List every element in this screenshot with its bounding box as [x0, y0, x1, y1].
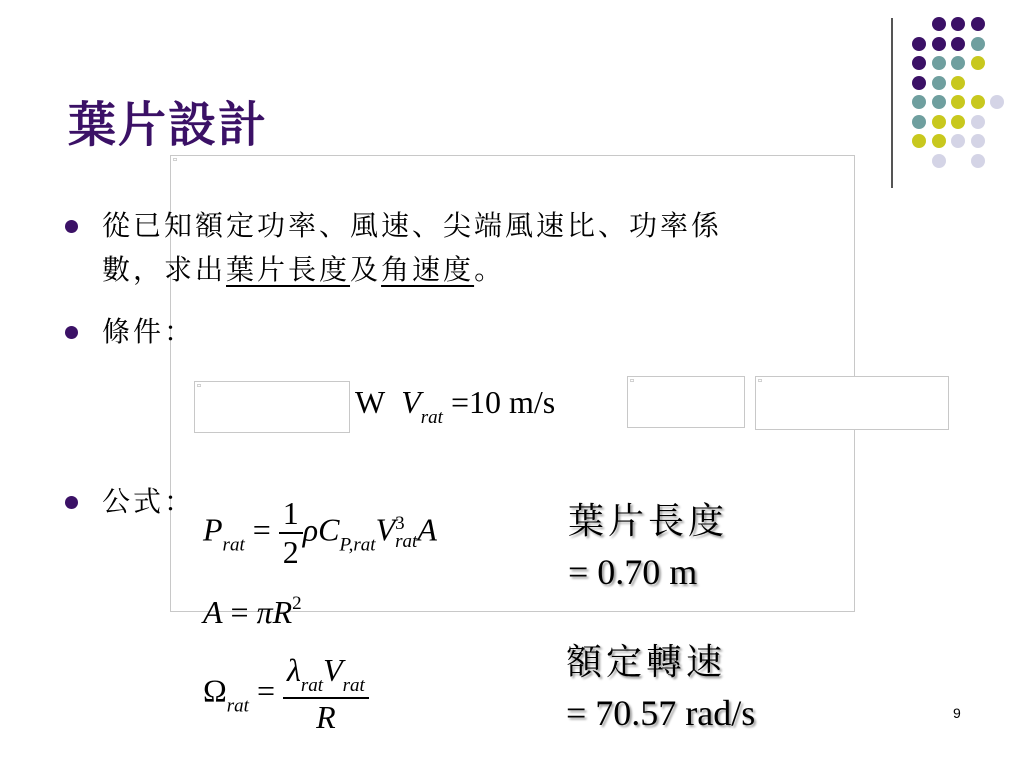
- formula-symbol: A: [417, 511, 437, 548]
- decorative-dot: [990, 95, 1004, 109]
- decorative-dot: [971, 115, 985, 129]
- decorative-dot: [932, 37, 946, 51]
- decorative-dot: [932, 56, 946, 70]
- formula-superscript: 2: [292, 593, 302, 614]
- broken-image-power: [194, 381, 350, 433]
- formula-equals: =: [252, 511, 271, 548]
- formula-equals: =: [230, 594, 249, 630]
- broken-image-icon: ▫: [758, 377, 763, 384]
- power-formula: [203, 495, 437, 571]
- formula-subscript: P,rat: [339, 534, 376, 556]
- v-symbol: V: [401, 384, 421, 420]
- formula-symbol: V: [323, 652, 343, 688]
- formula-symbol: C: [318, 511, 340, 548]
- bullet-text-1: [102, 204, 722, 292]
- bullet-1-line-2-pre: 數，求出: [102, 253, 227, 286]
- formula-symbol: P: [203, 511, 223, 548]
- formula-subscript: rat: [342, 675, 365, 696]
- broken-image-icon: ▫: [197, 382, 202, 389]
- formula-symbol: Ω: [203, 672, 227, 709]
- v-subscript: rat: [420, 407, 443, 428]
- blade-length-value: = 0.70 m: [568, 552, 698, 592]
- broken-image-icon: ▫: [630, 377, 635, 384]
- v-equals: =10 m/s: [450, 384, 556, 420]
- area-formula: [203, 593, 302, 631]
- decorative-dot: [951, 17, 965, 31]
- bullet-icon: [65, 496, 78, 509]
- fraction-numerator: [283, 652, 369, 699]
- formula-subscript: rat: [395, 531, 418, 552]
- decorative-dot: [932, 76, 946, 90]
- formula-symbol: A: [203, 594, 223, 630]
- fraction-denominator: R: [316, 699, 336, 735]
- formula-subscript: rat: [226, 695, 249, 717]
- decorative-dot: [951, 115, 965, 129]
- bullet-icon: [65, 326, 78, 339]
- angular-speed-term: 角速度: [381, 253, 475, 286]
- fraction: [279, 495, 303, 571]
- rated-speed-result: [566, 638, 755, 739]
- rated-speed-label: 額定轉速: [566, 642, 727, 683]
- decorative-dot: [932, 17, 946, 31]
- bullet-icon: [65, 220, 78, 233]
- decorative-dot: [912, 56, 926, 70]
- page-number: 9: [953, 705, 961, 721]
- formula-equals: =: [256, 672, 276, 709]
- decorative-dot: [971, 95, 985, 109]
- power-unit: W: [355, 384, 386, 420]
- decorative-dot: [971, 154, 985, 168]
- bullet-text-3: 公式：: [102, 485, 196, 518]
- decorative-dot: [971, 17, 985, 31]
- decorative-dot: [951, 134, 965, 148]
- decorative-dot: [951, 95, 965, 109]
- broken-image-tsr: [627, 376, 745, 428]
- bullet-1-line-1: 從已知額定功率、風速、尖端風速比、功率係: [102, 209, 723, 242]
- decorative-dot: [912, 134, 926, 148]
- blade-length-label: 葉片長度: [568, 501, 729, 542]
- bullet-1-mid: 及: [350, 253, 382, 286]
- formula-symbol: π: [256, 594, 273, 630]
- fraction: [283, 652, 369, 736]
- fraction-numerator: 1: [279, 495, 303, 534]
- blade-length-term: 葉片長度: [226, 253, 351, 286]
- formula-symbol: ρ: [302, 511, 319, 548]
- decorative-dot: [912, 76, 926, 90]
- formula-symbol: V: [375, 511, 396, 548]
- conditions-formula: [355, 384, 555, 429]
- decorative-dot: [932, 115, 946, 129]
- decorative-dot: [951, 37, 965, 51]
- rated-speed-value: = 70.57 rad/s: [566, 693, 756, 733]
- angular-speed-formula: [203, 652, 369, 736]
- formula-subscript: rat: [300, 675, 324, 696]
- formula-superscript: 3: [395, 513, 405, 534]
- decorative-dot: [912, 115, 926, 129]
- decorative-dot: [932, 95, 946, 109]
- fraction-denominator: 2: [282, 534, 299, 570]
- broken-image-icon: ▫: [173, 156, 178, 163]
- decorative-dot: [951, 56, 965, 70]
- bullet-text-2: 條件：: [102, 315, 196, 348]
- decorative-dot: [971, 56, 985, 70]
- decorative-dot: [932, 154, 946, 168]
- formula-symbol: λ: [287, 652, 301, 688]
- decorative-dot: [951, 76, 965, 90]
- broken-image-coeff: [755, 376, 949, 430]
- decorative-dot: [912, 95, 926, 109]
- bullet-1-end: 。: [474, 253, 506, 286]
- blade-length-result: [568, 497, 728, 598]
- formula-symbol: R: [272, 594, 293, 630]
- slide-title: 葉片設計: [68, 97, 269, 153]
- decorative-dot: [971, 37, 985, 51]
- decorative-dot: [932, 134, 946, 148]
- decorative-dot: [912, 37, 926, 51]
- decorative-dot: [971, 134, 985, 148]
- formula-subscript: rat: [222, 534, 245, 556]
- decorative-divider: [891, 18, 893, 188]
